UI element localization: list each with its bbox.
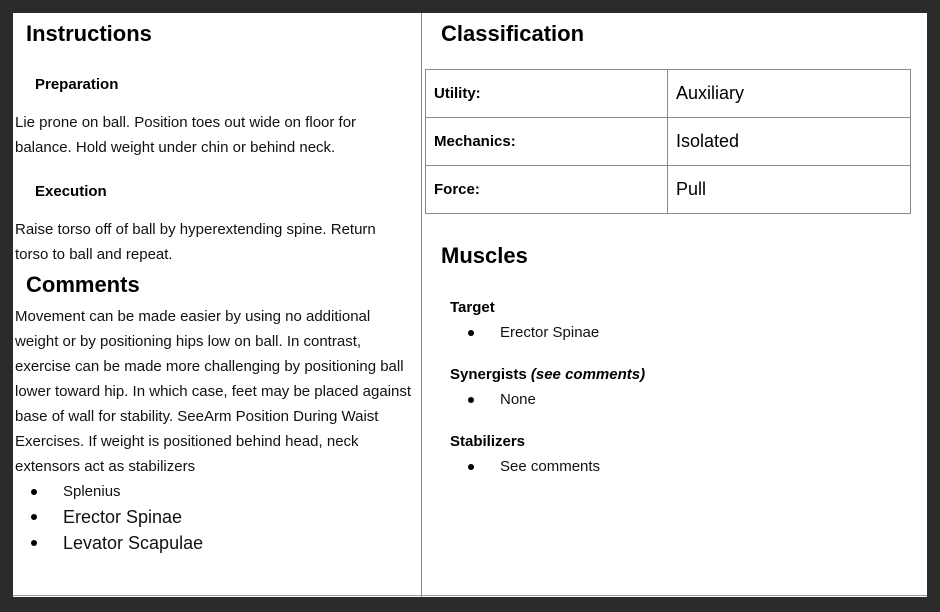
list-item-label: Levator Scapulae [63, 533, 204, 553]
table-row [426, 166, 911, 214]
table-row [426, 70, 911, 118]
table-row [426, 118, 911, 166]
comments-title: Comments [26, 272, 140, 297]
list-item-label: None [500, 391, 536, 408]
list-item [450, 320, 850, 345]
list-item [13, 504, 413, 530]
bullet-icon [31, 540, 37, 546]
synergists-heading-label: Synergists [450, 366, 527, 383]
classification-table [425, 69, 911, 214]
bullet-icon [31, 489, 37, 495]
bullet-icon [31, 514, 37, 520]
comments-stabilizer-list [13, 479, 413, 556]
mechanics-value: Isolated [668, 118, 911, 166]
execution-text: Raise torso off of ball by hyperextending spine. Return torso to ball and repeat. [15, 221, 376, 263]
list-item [13, 530, 413, 556]
force-value: Pull [668, 166, 911, 214]
target-heading: Target [450, 299, 495, 316]
list-item-label: See comments [500, 458, 601, 475]
classification-title: Classification [441, 21, 585, 46]
target-list [450, 320, 850, 345]
synergists-note: (see comments) [530, 366, 646, 383]
comments-text: Movement can be made easier by using no additional weight or by positioning hips low on ball. In contrast, exercise can be made more challenging by positioning ball lower toward hip. In which case, feet may be placed against base of wall for stability. SeeArm Position During Waist Exercises. If weight is positioned behind head, neck extensors act as stabilizers [15, 308, 412, 475]
preparation-text: Lie prone on ball. Position toes out wide on floor for balance. Hold weight under chin or behind neck. [15, 114, 357, 156]
list-item-label: Splenius [63, 483, 121, 500]
stabilizers-list [450, 454, 850, 479]
bullet-icon [468, 464, 474, 470]
bullet-icon [468, 397, 474, 403]
force-label: Force: [426, 166, 668, 214]
synergists-list [450, 387, 850, 412]
list-item [13, 479, 413, 504]
list-item-label: Erector Spinae [500, 324, 600, 341]
list-item [450, 387, 850, 412]
list-item-label: Erector Spinae [63, 507, 183, 527]
mechanics-label: Mechanics: [426, 118, 668, 166]
instructions-title: Instructions [26, 21, 152, 46]
synergists-heading [450, 366, 645, 383]
muscles-title: Muscles [441, 243, 528, 268]
utility-value: Auxiliary [668, 70, 911, 118]
bottom-rule [13, 595, 927, 596]
column-divider [421, 13, 422, 597]
list-item [450, 454, 850, 479]
stabilizers-heading: Stabilizers [450, 433, 526, 450]
execution-heading: Execution [35, 183, 107, 200]
bullet-icon [468, 330, 474, 336]
exercise-sheet [13, 13, 927, 597]
preparation-heading: Preparation [35, 76, 119, 93]
utility-label: Utility: [426, 70, 668, 118]
